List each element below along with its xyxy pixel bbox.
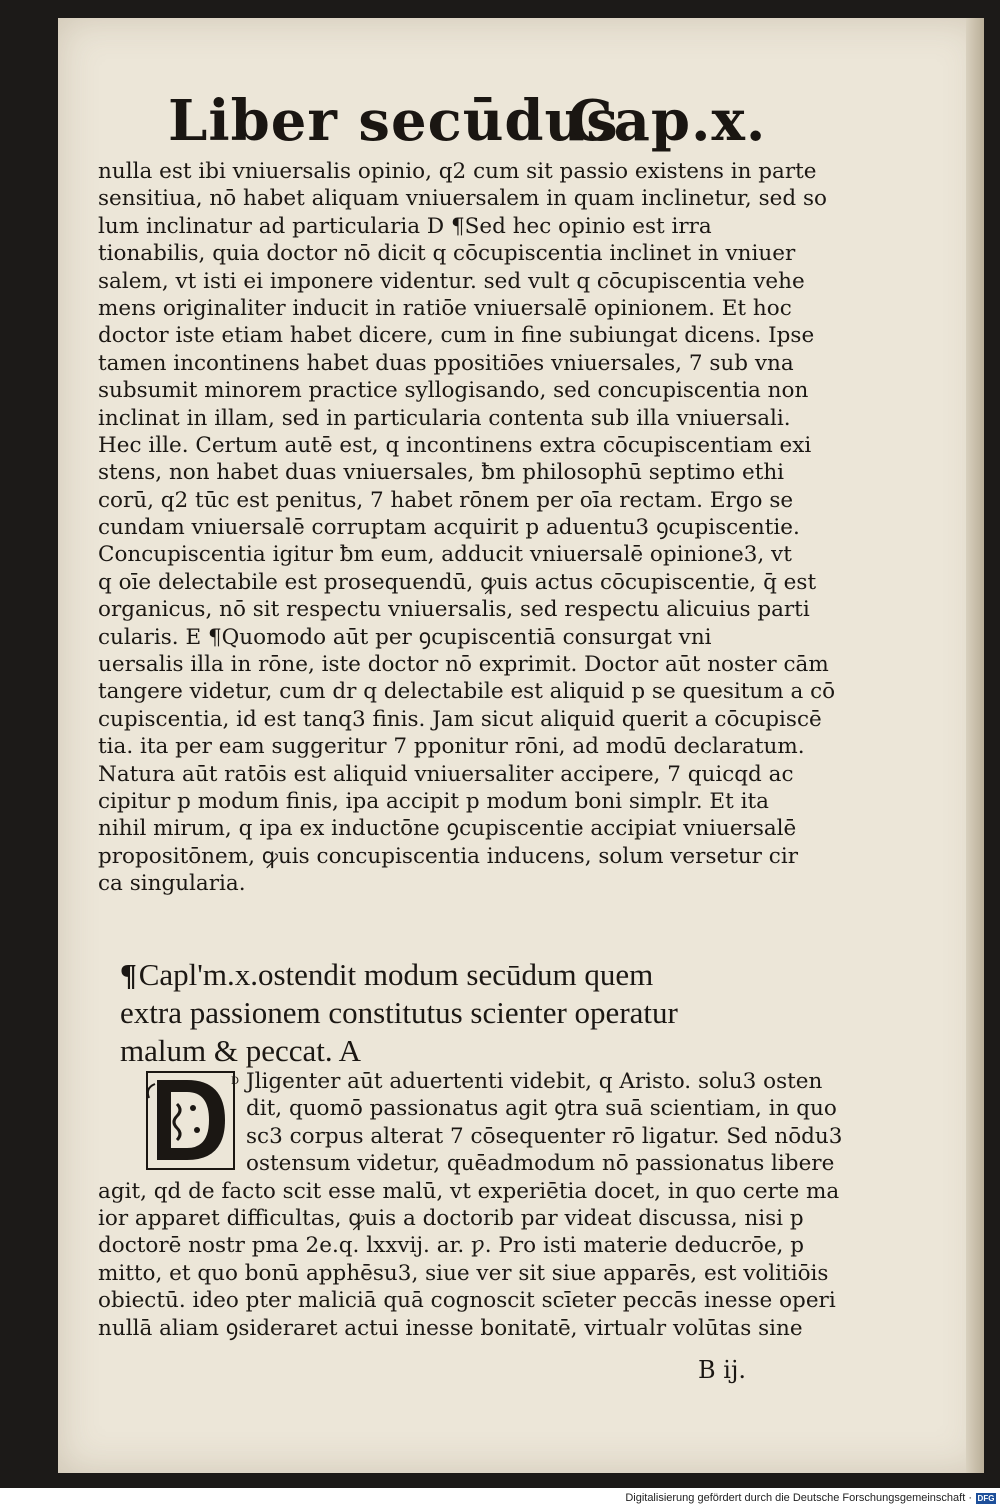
text-line: Hec ille. Certum autē est, q incontinens extra cōcupiscentiam exi — [98, 432, 812, 458]
text-line: ior apparet difficultas, ꝙuis a doctorib par videat discussa, nisi p — [98, 1205, 804, 1231]
chapter-heading-text: Capl'm.x.ostendit modum secūdum quem — [138, 957, 654, 992]
chapter-heading-line: malum & peccat. A — [120, 1033, 362, 1068]
text-line: tionabilis, quia doctor nō dicit q cōcupiscentia inclinet in vniuer — [98, 241, 796, 267]
chapter-heading-line — [120, 956, 820, 994]
text-line: ostensum videtur, quēadmodum nō passionatus libere — [246, 1151, 835, 1177]
text-line: ca singularia. — [98, 871, 246, 897]
text-line: agit, qd de facto scit esse malū, vt experiētia docet, in quo certe ma — [98, 1178, 840, 1204]
text-line: organicus, nō sit respectu vniuersalis, sed respectu alicuius parti — [98, 597, 810, 623]
text-line: cupiscentia, id est tanq3 finis. Jam sicut aliquid querit a cōcupiscē — [98, 706, 822, 732]
signature-mark: B ij. — [698, 1356, 747, 1384]
text-line: cipitur p modum finis, ipa accipit p modum boni simplr. Et ita — [98, 788, 769, 814]
text-line: dit, quomō passionatus agit ꝯtra suā scientiam, in quo — [246, 1096, 837, 1122]
pilcrow-mark: ¶ — [120, 957, 137, 992]
second-paragraph — [98, 1068, 843, 1342]
text-line: nullā aliam ꝯsideraret actui inesse bonitatē, virtualr volūtas sine — [98, 1315, 803, 1341]
text-line: tamen incontinens habet duas ppositiōes vniuersales, 7 sub vna — [98, 350, 794, 376]
text-line: mens originaliter inducit in ratiōe vniuersalē opinionem. Et hoc — [98, 295, 792, 321]
running-head-book: Liber secūdus — [168, 88, 619, 154]
text-line: mitto, et quo bonū apphēsu3, siue ver sit siue apparēs, est volitiōis — [98, 1260, 829, 1286]
text-line: stens, non habet duas vniuersales, ƀm philosophū septimo ethi — [98, 460, 785, 486]
guide-letter: D — [231, 1076, 240, 1087]
text-line: sensitiua, nō habet aliquam vniuersalem in quam inclinetur, sed so — [98, 186, 827, 212]
text-line: nihil mirum, q ipa ex inductōne ꝯcupiscentie accipiat vniuersalē — [98, 816, 797, 842]
dfg-logo: DFG — [977, 1494, 995, 1503]
text-line: Concupiscentia igitur ƀm eum, adducit vniuersalē opinione3, vt — [98, 542, 792, 568]
text-line: cularis. E ¶Quomodo aūt per ꝯcupiscentiā consurgat vni — [98, 624, 712, 650]
funding-credit: Digitalisierung gefördert durch die Deutsche Forschungsgemeinschaft · — [625, 1492, 972, 1504]
text-line: subsumit minorem practice syllogisando, sed concupiscentia non — [98, 378, 809, 404]
text-line: obiectū. ideo pter maliciā quā cognoscit scīeter peccās inesse operi — [98, 1288, 836, 1314]
text-line: sc3 corpus alterat 7 cōsequenter rō ligatur. Sed nōdu3 — [246, 1123, 843, 1149]
text-line: inclinat in illam, sed in particularia contenta sub illa vniuersali. — [98, 405, 791, 431]
text-line: Natura aūt ratōis est aliquid vniuersaliter accipere, 7 quicqd ac — [98, 761, 794, 787]
text-line: lum inclinatur ad particularia D ¶Sed hec opinio est irra — [98, 213, 712, 239]
text-line: tia. ita per eam suggeritur 7 pponitur rōni, ad modū declaratum. — [98, 734, 805, 760]
book-page — [58, 18, 984, 1473]
text-line: uersalis illa in rōne, iste doctor nō exprimit. Doctor aūt noster cām — [98, 652, 829, 678]
text-line: tangere videtur, cum dr q delectabile est aliquid p se quesitum a cō — [98, 679, 836, 705]
text-line: cundam vniuersalē corruptam acquirit p aduentu3 ꝯcupiscentie. — [98, 515, 800, 541]
text-line: salem, vt isti ei imponere videntur. sed vult q cōcupiscentia vehe — [98, 268, 805, 294]
text-line: doctorē nostr pma 2e.q. lxxvij. ar. ƿ. Pro isti materie deducrōe, p — [98, 1233, 804, 1259]
chapter-heading — [120, 956, 820, 1070]
text-line: corū, q2 tūc est penitus, 7 habet rōnem per oīa rectam. Ergo se — [98, 487, 794, 513]
text-line: nulla est ibi vniuersalis opinio, q2 cum sit passio existens in parte — [98, 159, 817, 184]
chapter-heading-line: extra passionem constitutus scienter operatur — [120, 995, 678, 1030]
running-head — [168, 88, 808, 168]
text-line: Jligenter aūt aduertenti videbit, q Aristo. solu3 osten — [246, 1069, 823, 1094]
main-text-block — [98, 158, 836, 898]
text-line: propositōnem, ꝙuis concupiscentia inducens, solum versetur cir — [98, 843, 798, 869]
running-head-chapter: Cap.x. — [568, 88, 767, 154]
text-line: q oīe delectabile est prosequendū, ꝙuis actus cōcupiscentie, q̄ est — [98, 569, 817, 595]
page-edge — [966, 18, 984, 1473]
text-line: doctor iste etiam habet dicere, cum in fine subiungat dicens. Ipse — [98, 323, 815, 349]
